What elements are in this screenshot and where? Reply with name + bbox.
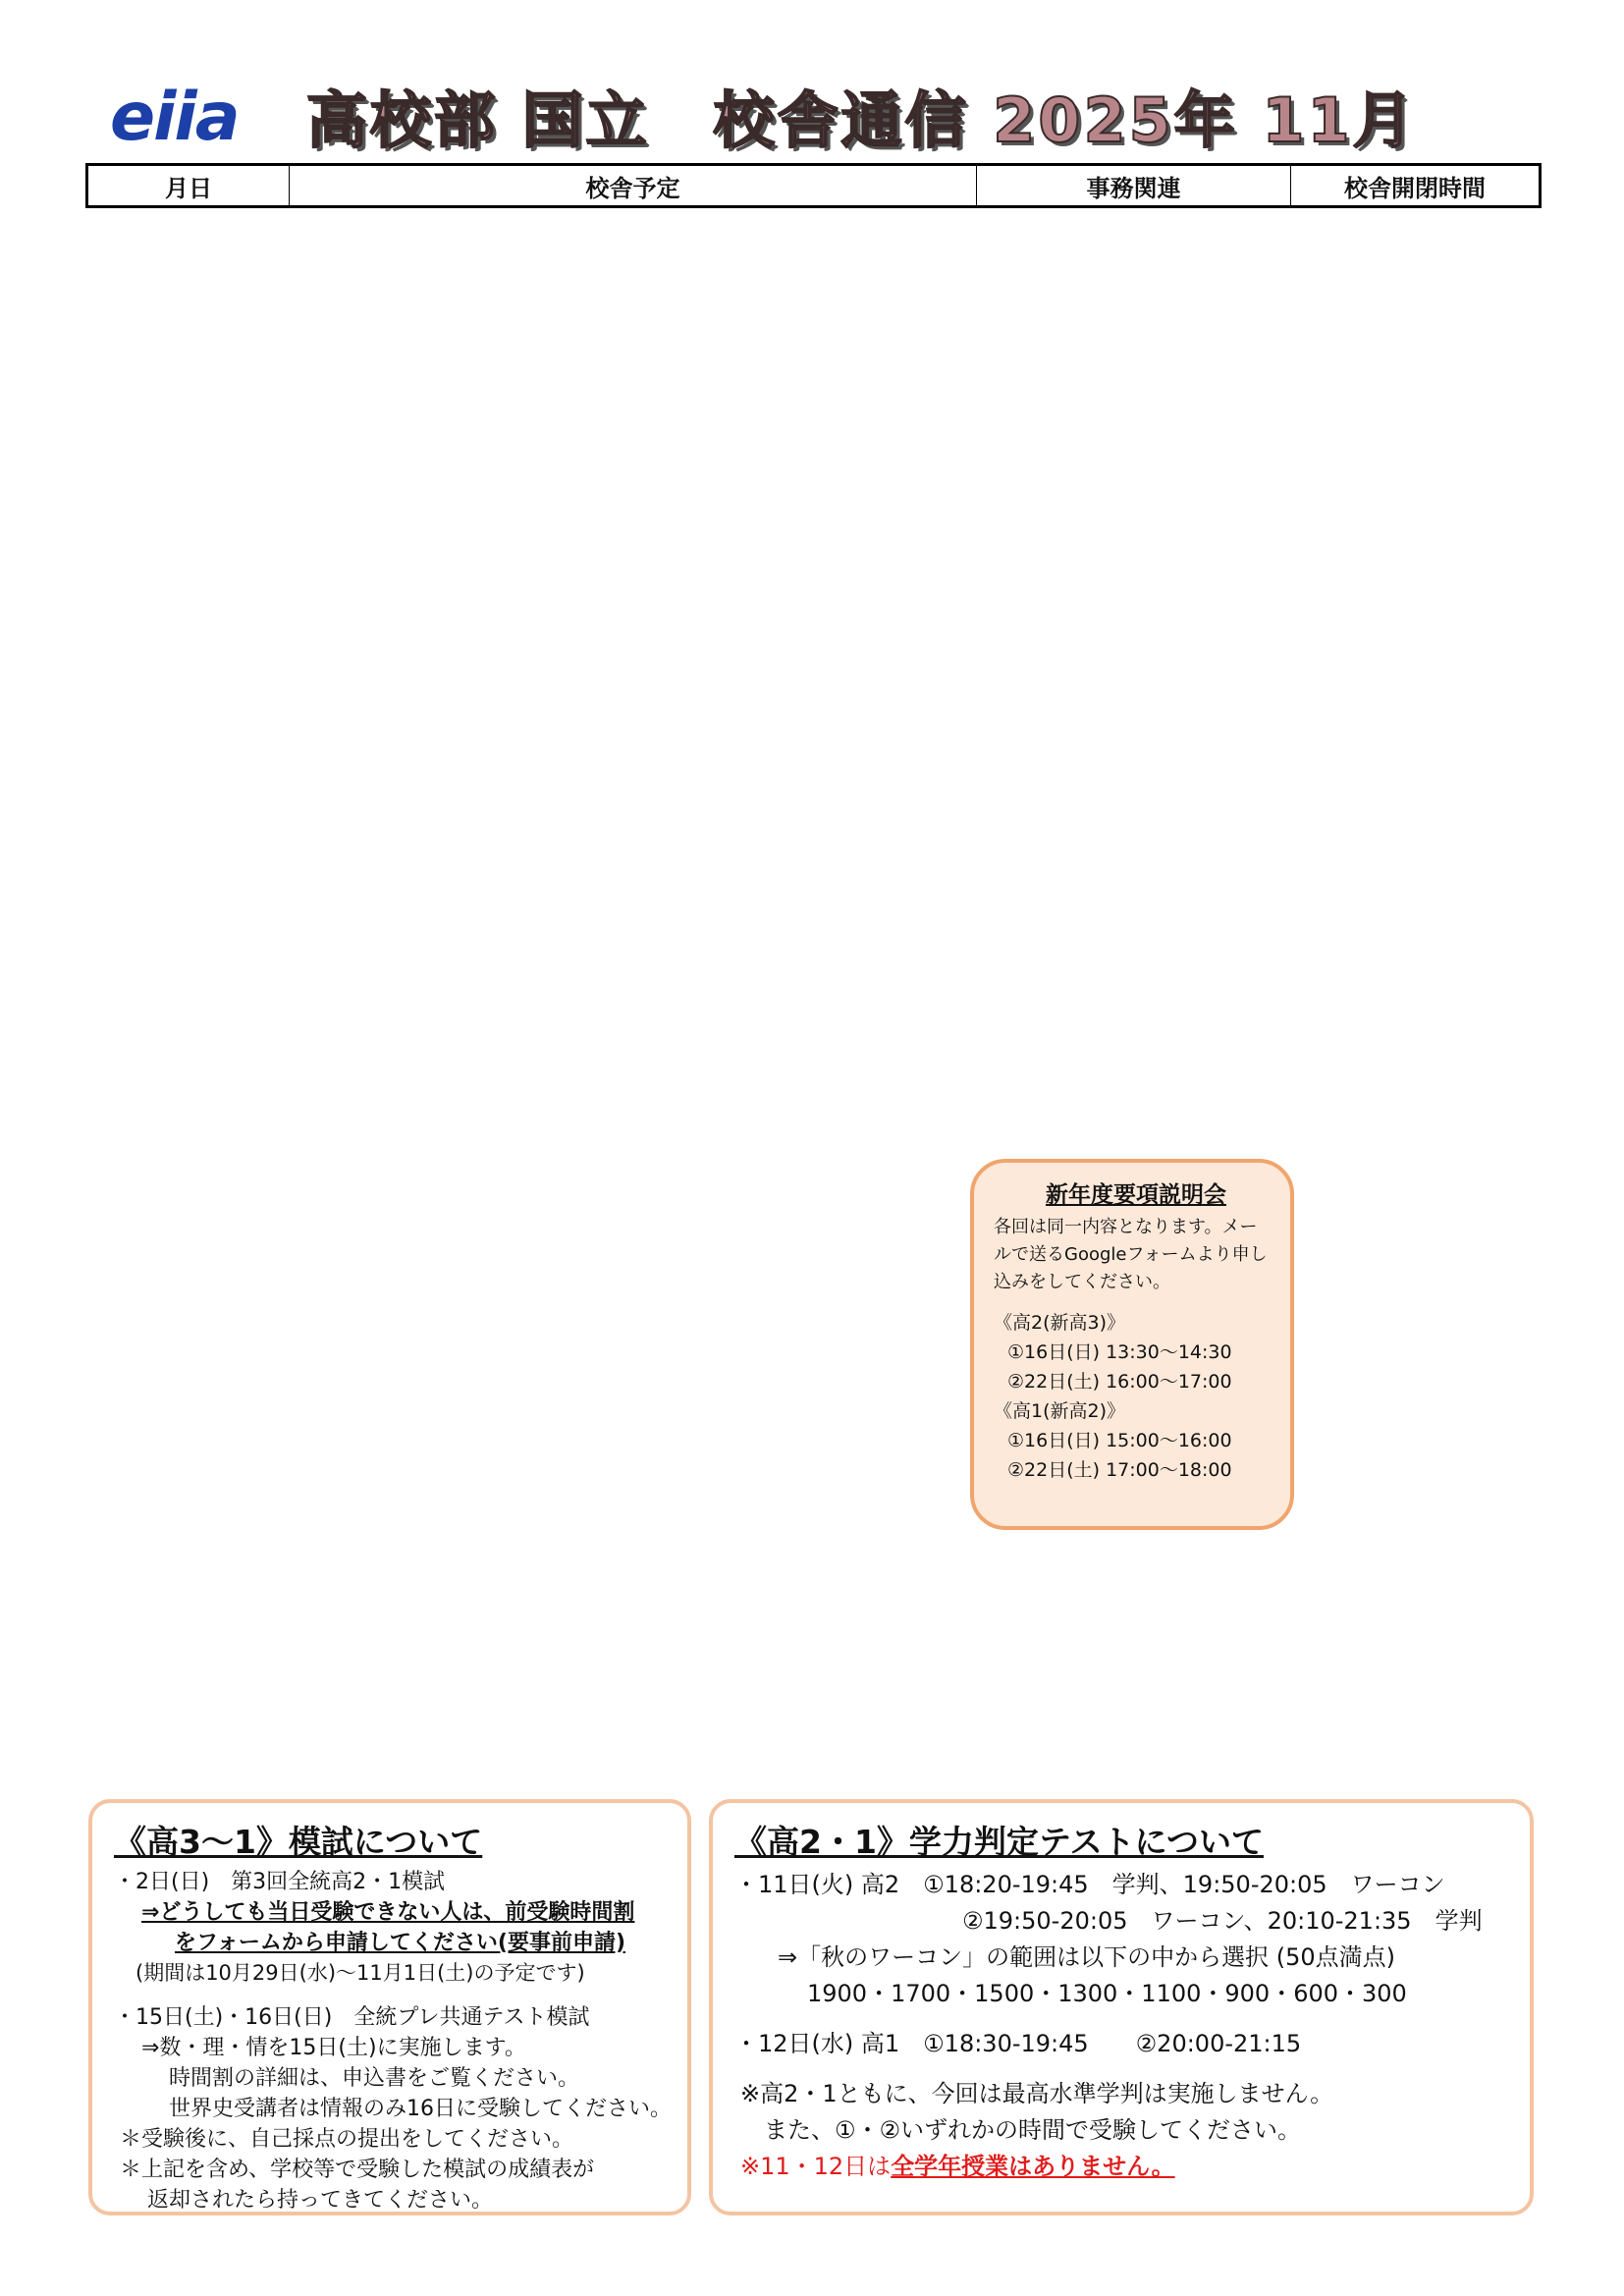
- notice-line: ※高2・1ともに、今回は最高水準学判は実施しません。: [740, 2080, 1334, 2107]
- briefing-callout: [970, 1159, 1294, 1530]
- notice-line: ⇒数・理・情を15日(土)に実施します。: [141, 2036, 526, 2060]
- table-header: [87, 165, 1541, 207]
- callout-group-2: 《高1(新高2)》: [994, 1400, 1126, 1422]
- notice-line: をフォームから申請してください(要事前申請): [175, 1931, 626, 1955]
- notice-heading: 《高2・1》学力判定テストについて: [734, 1823, 1264, 1861]
- notice-line: ⇒「秋のワーコン」の範囲は以下の中から選択 (50点満点): [778, 1943, 1396, 1971]
- col-date: 月日: [87, 165, 290, 207]
- page-title: 高校部 国立 校舎通信 2025年 11月: [306, 84, 1417, 156]
- notice-line: 時間割の詳細は、申込書をご覧ください。: [169, 2066, 580, 2091]
- notice-line: ・15日(土)・16日(日) 全統プレ共通テスト模試: [114, 2005, 590, 2030]
- callout-slot: ②22日(土) 16:00～17:00: [1007, 1371, 1232, 1393]
- col-schedule: 校舎予定: [290, 165, 977, 207]
- schedule-table: [85, 163, 1542, 208]
- notice-warning: ※11・12日は全学年授業はありません。: [740, 2153, 1175, 2180]
- notice-line: ⇒どうしても当日受験できない人は、前受験時間割: [141, 1900, 635, 1925]
- notice-line: 返却されたら持ってきてください。: [147, 2188, 494, 2213]
- col-office: 事務関連: [977, 165, 1291, 207]
- callout-slot: ①16日(日) 15:00～16:00: [1007, 1430, 1232, 1451]
- notice-line: ＊上記を含め、学校等で受験した模試の成績表が: [120, 2158, 595, 2182]
- ena-logo: eiia: [110, 79, 239, 156]
- callout-title: 新年度要項説明会: [1046, 1182, 1226, 1208]
- callout-slot: ②22日(土) 17:00～18:00: [1007, 1459, 1232, 1481]
- notice-line: ・11日(火) 高2 ①18:20-19:45 学判、19:50-20:05 ワーコン: [734, 1871, 1445, 1898]
- notice-line: また、①・②いずれかの時間で受験してください。: [764, 2116, 1302, 2144]
- notice-line: ＊受験後に、自己採点の提出をしてください。: [120, 2127, 574, 2152]
- mock-exam-notice: [88, 1799, 691, 2215]
- achievement-test-notice: [709, 1799, 1534, 2215]
- notice-line: ・2日(日) 第3回全統高2・1模試: [114, 1870, 446, 1894]
- col-hours: 校舎開閉時間: [1291, 165, 1541, 207]
- notice-line: ②19:50-20:05 ワーコン、20:10-21:35 学判: [962, 1907, 1483, 1935]
- callout-group-1: 《高2(新高3)》: [994, 1312, 1126, 1334]
- notice-heading: 《高3～1》模試について: [114, 1823, 483, 1861]
- notice-line: 1900・1700・1500・1300・1100・900・600・300: [807, 1980, 1407, 2007]
- notice-line: (期間は10月29日(水)～11月1日(土)の予定です): [135, 1961, 585, 1985]
- callout-desc-2: ルで送るGoogleフォームより申し: [994, 1244, 1268, 1265]
- callout-desc-3: 込みをしてください。: [994, 1272, 1170, 1292]
- notice-line: ・12日(水) 高1 ①18:30-19:45 ②20:00-21:15: [734, 2030, 1302, 2057]
- callout-slot: ①16日(日) 13:30～14:30: [1007, 1341, 1232, 1363]
- callout-desc-1: 各回は同一内容となります。メー: [994, 1217, 1258, 1237]
- notice-line: 世界史受講者は情報のみ16日に受験してください。: [169, 2097, 672, 2121]
